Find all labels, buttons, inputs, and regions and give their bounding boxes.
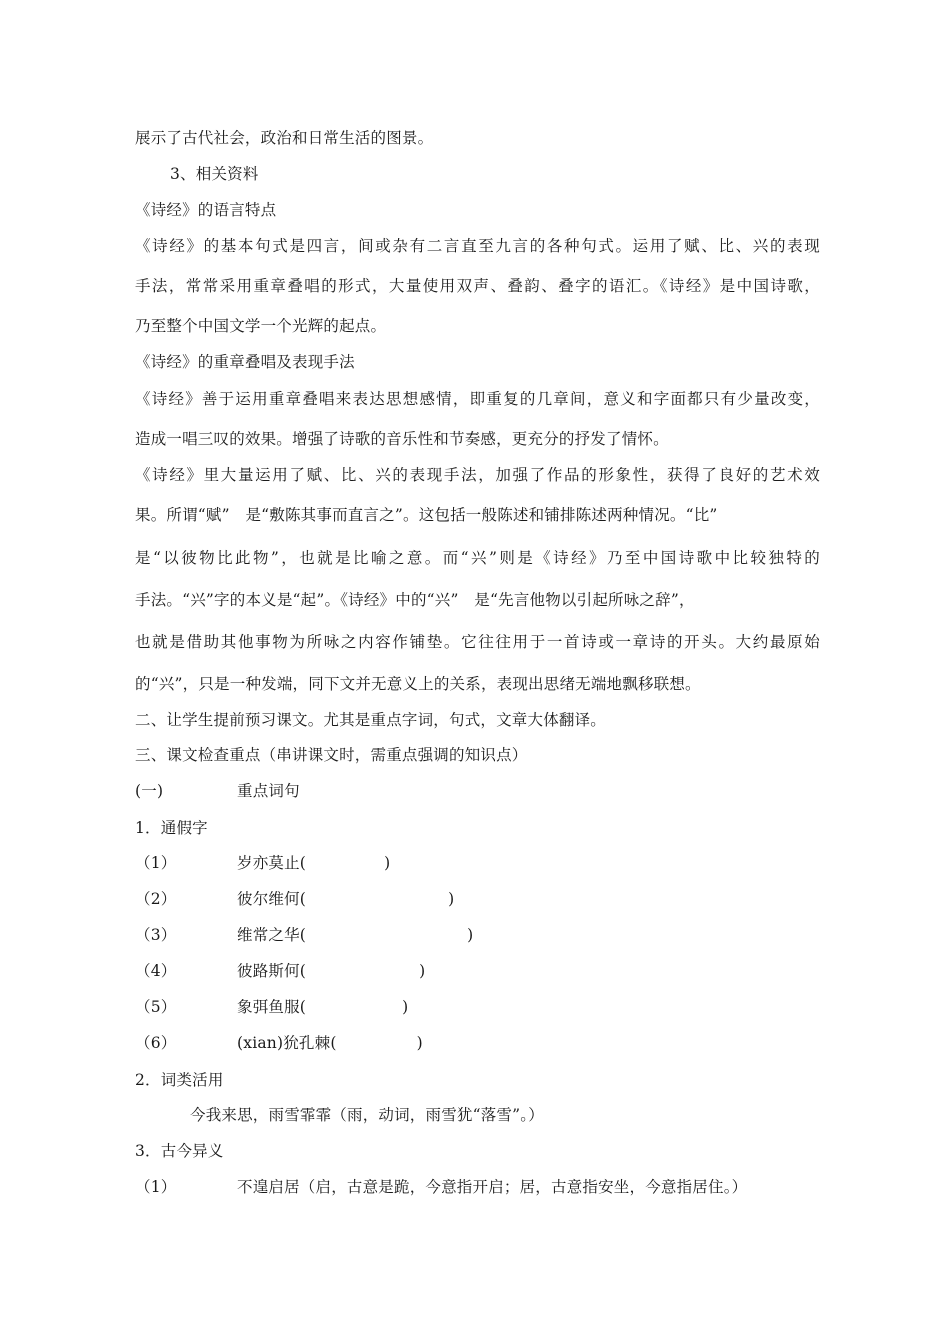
list-item — [135, 925, 473, 945]
list-item — [135, 1177, 747, 1197]
paragraph-line: 手法。“兴”字的本义是“起”。《诗经》中的“兴” 是“先言他物以引起所咏之辞”， — [135, 591, 695, 609]
paragraph-line: 《诗经》里大量运用了赋、比、兴的表现手法，加强了作品的形象性，获得了良好的艺术效 — [135, 466, 820, 484]
subheading: 《诗经》的语言特点 — [135, 201, 277, 219]
item-text: 彼路斯何( — [237, 962, 307, 980]
item-number: （1） — [135, 1178, 177, 1196]
paragraph-line: 乃至整个中国文学一个光辉的起点。 — [135, 317, 387, 335]
paragraph-line: 展示了古代社会，政治和日常生活的图景。 — [135, 129, 434, 147]
item-text: 不遑启居（启，古意是跪，今意指开启；居，古意指安坐，今意指居住。） — [237, 1178, 748, 1196]
section-heading: 二、让学生提前预习课文。尤其是重点字词，句式，文章大体翻译。 — [135, 711, 607, 729]
list-item — [135, 889, 454, 909]
item-number: （2） — [135, 890, 177, 908]
item-close: ) — [384, 854, 391, 872]
item-close: ) — [419, 962, 426, 980]
item-number: （1） — [135, 854, 177, 872]
list-heading: 2．词类活用 — [135, 1071, 224, 1089]
item-number: （4） — [135, 962, 177, 980]
item-number: （3） — [135, 926, 177, 944]
list-item — [135, 961, 425, 981]
subsection-number: (一) — [135, 782, 164, 800]
item-close: ) — [467, 926, 474, 944]
list-item — [135, 997, 408, 1017]
item-close: ) — [416, 1034, 423, 1052]
item-close: ) — [402, 998, 409, 1016]
item-number: （6） — [135, 1034, 177, 1052]
example-line: 今我来思，雨雪霏霏（雨，动词，雨雪犹“落雪”。） — [190, 1106, 544, 1124]
section-heading: 3、相关资料 — [170, 165, 259, 183]
item-text: 岁亦莫止( — [237, 854, 307, 872]
list-heading: 3．古今异义 — [135, 1142, 224, 1160]
item-number: （5） — [135, 998, 177, 1016]
list-heading: 1．通假字 — [135, 819, 208, 837]
list-item — [135, 853, 390, 873]
item-text: 彼尔维何( — [237, 890, 307, 908]
paragraph-line: 手法，常常采用重章叠唱的形式，大量使用双声、叠韵、叠字的语汇。《诗经》是中国诗歌， — [135, 277, 820, 295]
subsection-heading — [135, 781, 300, 801]
subheading: 《诗经》的重章叠唱及表现手法 — [135, 353, 355, 371]
item-close: ) — [448, 890, 455, 908]
list-item — [135, 1033, 423, 1053]
section-heading: 三、课文检查重点（串讲课文时，需重点强调的知识点） — [135, 746, 528, 764]
paragraph-line: 造成一唱三叹的效果。增强了诗歌的音乐性和节奏感，更充分的抒发了情怀。 — [135, 430, 669, 448]
item-text: 维常之华( — [237, 926, 307, 944]
paragraph-line: 果。所谓“赋” 是“敷陈其事而直言之”。这包括一般陈述和铺排陈述两种情况。“比” — [135, 506, 718, 524]
item-text: 象弭鱼服( — [237, 998, 307, 1016]
paragraph-line: 《诗经》善于运用重章叠唱来表达思想感情，即重复的几章间，意义和字面都只有少量改变， — [135, 390, 820, 408]
paragraph-line: 的“兴”，只是一种发端，同下文并无意义上的关系，表现出思绪无端地飘移联想。 — [135, 675, 701, 693]
paragraph-line: 是“以彼物比此物”，也就是比喻之意。而“兴”则是《诗经》乃至中国诗歌中比较独特的 — [135, 549, 820, 567]
paragraph-line: 《诗经》的基本句式是四言，间或杂有二言直至九言的各种句式。运用了赋、比、兴的表现 — [135, 237, 820, 255]
paragraph-line: 也就是借助其他事物为所咏之内容作铺垫。它往往用于一首诗或一章诗的开头。大约最原始 — [135, 633, 820, 651]
subsection-title: 重点词句 — [237, 782, 300, 800]
item-text: (xian)狁孔棘( — [237, 1034, 337, 1052]
